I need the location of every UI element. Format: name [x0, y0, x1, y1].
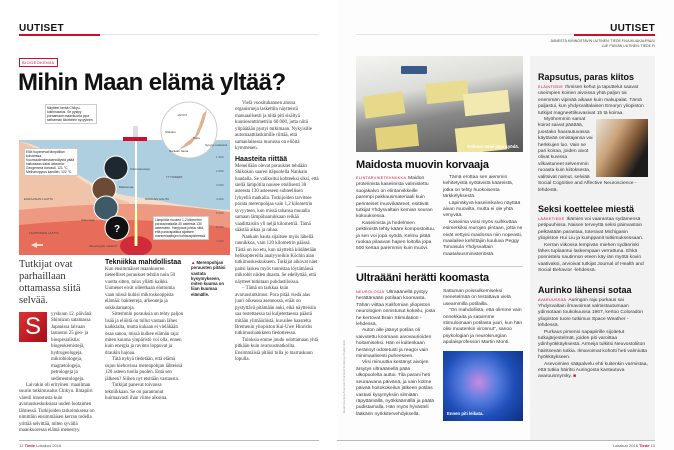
paragraph: Tämä erottaa sen aiemmin kehitetyistä syötävistä kääreistä, jotka on tehty huokoisesta tärkkelyksestä.	[443, 175, 514, 200]
paragraph: Kaseiinista ja hedelmien pektiinistä tehty kääre kompostoituu, ja sen voi jopa syödä. Kelmu pitää ruokaa pilaavan hapen loitolla jopa 500 kertaa paremmin kuin muovi.	[356, 220, 436, 252]
deck: Tutkijat ovat parhaillaan ottamassa siitä selvää.	[19, 259, 81, 306]
footer	[613, 443, 655, 448]
paragraph: Kun ensimmäiset maankuoren tieteelliset poraukset tehtiin noin 50 vuotta sitten, tulos yllätti kaikki. Uumenet eivät olleetkaan elottomia vaan niissä kuhisi mikroskooppista elämää: bakteereja, arkeoneja ja sukkulamatoja.	[105, 267, 176, 311]
divider	[100, 34, 318, 35]
paragraph: Asevoimien sääpalvelu ehti kuitenkin varmistaa, että tutkia häiritsi Auringosta kantautuva avaruusmyrsky.	[538, 361, 648, 380]
depth-tick: 6 000	[216, 225, 224, 229]
news-sidebar	[530, 56, 655, 440]
brief-title: Seksi koettelee miestä	[538, 203, 635, 214]
paragraph: Kaseiinia voisi myös suihkuttaa esimerkiksi murojen pintaan, jotta ne eivät vettyisi maidossa niin nopeasti, maalailee kehittäjiin kuuluva Peggy Tomasula Yhdysvaltain maatalousministeriöstä.	[443, 219, 523, 257]
promo-daily-link[interactable]: LUE PÄIVÄN UUTINEN: TIEDE.FI	[601, 43, 655, 48]
paragraph: Auringon raju purkaus sai Yhdysvaltain ilmavoimat valmistautumaan ydinsotaan toukokuussa 1967, kertoo Coloradon yliopiston tuore tutkimus Space Weather -lehdessä.	[538, 297, 643, 329]
depth-tick: 5 000	[216, 211, 224, 215]
paragraph: yyskuun 12. päivänä Shimizun satamassa Japanissa laivaan lastautui 25 geo- ja biospesialistia: biogeokemistejä, hydrogeologeja, mikrobiologeja, magnetologeja, petrologeja ja sedimentologeja.	[51, 312, 92, 382]
brief	[538, 72, 648, 194]
label-archaea: Arkeoneja	[81, 218, 95, 222]
paragraph: Meneillään olevat poraukset tehdään Shikokun saaren itäpuolella Nankain haudalla. Se valikoitui kohteeksi siksi, että siellä lämpötila nousee otollisesti 30 asteesta 130 asteeseen suhteellisen lyhyellä matkalla. Tutkijoiden tarvitsee porata merenpohjaa vain 1,2 kilometrin syvyyteen, kun missä tahansa muualla samaan lämpöhaarukkaan reikää vaadittaisiin yli neljä kilometriä. Tämä säästää aikaa ja rahaa.	[235, 163, 319, 234]
paragraph: Ihmisen kehut ja taputtelut saavat useimpien koirien aivoissa yhtä paljon tai enemmän vipinää aikaan kuin makupalat. Tämä paljastui, kun yhdysvaltalaisen Emoryn yliopiston tutkijat magneettikuvasivat 15 tä koiraa.	[538, 85, 644, 116]
page-title: Mihin Maan elämä yltää?	[18, 69, 286, 96]
caption-text: Merenpohjan porausten pitäisi vastata kysymykseen, miten kuuma on liian kuumaa elämälle.	[191, 260, 226, 297]
column-3	[235, 101, 319, 364]
nematode-circle	[104, 156, 128, 180]
drop-cap: S	[19, 312, 47, 342]
footer	[19, 443, 61, 448]
issue-date: Lokakuu 2016	[612, 443, 638, 448]
paragraph: Auton alle jäänyt potilas oli vaivutettu koomaan aivovaurioiden hoitamiseksi. Hän ei kuitenkaan herännyt odotetusti ja reagoi vain minimaalisesti puheeseen.	[356, 328, 432, 360]
article-body	[356, 175, 523, 258]
paragraph: ”On mahdollista, että olimme vain onnekkaita ja satuimme stimuloimaan potilasta juuri, kun hän olisi muutenkin vironnut”, sanoo psykologian ja neurokirurgian apulaisprofessori Martin Monti.	[443, 308, 523, 346]
depth-tick: 7 000	[216, 239, 224, 243]
divider	[356, 266, 523, 267]
article-title: Ultraääni herätti koomasta	[356, 272, 489, 284]
question-mark: ?	[114, 224, 121, 235]
column-2	[105, 259, 185, 403]
paragraph: Myöhemmin samat koirat saivat päättää, juostako haarautuvassa käytävää omistajansa vai herkkujen luo. Vain ne pari koiraa, joiden aivot olivat kuvissa vilkastuneet selvemmin ruoasta kuin kiitoksesta, valitsivat namut, selviää Social Cognitive and Affective Neuroscience -lehdestä.	[538, 117, 637, 193]
photo-credit: Kuvat Courtesy American Chemical Society ja Shutterstock	[342, 340, 346, 414]
subheading: Haasteita riittää	[235, 155, 288, 163]
note-life: Eliöt hupenevat lämpötilan kohotessa. Kuumuudenkestoennätystä pitää hallussaan kaksi arkeonia: Geogemma barossii, 121 °C, Methanopyrus kandleri, 122 °C.	[24, 148, 78, 176]
map-label-japan: JAPANI	[177, 113, 188, 117]
kicker: ELÄINTIEDE	[538, 85, 564, 89]
photo-caption: Kelmun voisi jopa syödä.	[467, 143, 519, 149]
paragraph: Tätä nykyä tiedetään, että elämä sujuu kiehuvissa merenpohjan lähteissä 120 asteen tuolla puolen. Entä sen jälkeen? Siihen nyt etsitään vastausta.	[105, 357, 183, 382]
brief	[538, 204, 648, 275]
article-title: Maidosta muovin korvaaja	[356, 159, 489, 171]
brief-text	[538, 216, 648, 275]
paragraph: – Tämä on tarkkaa kuin avaruustutkimus. Pora pitää viedä alas juuri oikeassa asennossa, eräät on pystyttävä pitämään auki, eikä näytteisiin saa tostettaessa tai kuljetettaessa päästä mitään ylimääräistä, kuvailee haastelta Bremenin yliopiston Kai-Uwe Hinrichs tutkimushankkeen tiedotteessa.	[235, 286, 317, 337]
article-column	[443, 289, 523, 421]
triangle-icon: ▲	[191, 260, 196, 265]
brief-text	[538, 84, 648, 194]
paragraph: Vielä vuosituhannen alussa organismeja laskettiin näytteistä manuaalisesti ja niitä piti sisältyä kuutiosenttimetriin 60 000, jotta niitä ylipäätään pystyi tutkimaan. Nykyisille automaattilaskimille riittää, että samanlaisessa murussa on eliöitä kymmenen.	[235, 101, 312, 152]
cheese-photo	[356, 56, 523, 152]
section-underline	[19, 34, 100, 36]
map-label-trench: Nankain hauta	[169, 149, 189, 153]
kicker: LÄÄKETIEDE	[538, 216, 565, 221]
map-label-shikoku: Shikoku	[165, 130, 176, 134]
paragraph: Läpinäkyvä kaseiinikalvo näyttää aivan muovilta, mutta ei ole yhtä venyvää.	[443, 200, 521, 219]
photo-caption	[191, 260, 229, 297]
section-label: UUTISET	[19, 23, 64, 34]
image-caption: Ennen piti leikata.	[447, 411, 484, 417]
map-label-tokyo: Tokio	[193, 136, 201, 140]
depth-tick: 2 000	[216, 169, 224, 173]
dog-photo	[596, 119, 648, 177]
label-trench: NANKAIN HAUTA	[145, 197, 170, 201]
paragraph: Tuloksia emme joudu odottamaan yhtä pitkään kuin avaruusmatkoilta. Ensimmäisiä pitäisi tulla jo marraskuun lopulla.	[235, 337, 319, 363]
note-samples: Näytteet kerää Chikyu-tutkimusalus. Se pystyy poraamaan maankuorta jopa seitsemän kilometrin syvyyteen.	[45, 104, 97, 124]
paragraph: Viisi minuuttia kestänyt aivojen ärsytys ultraäänellä pään ulkopuolelta auttoi. Tila parani heti seuraavana päivänä, ja vain kolme päivää hoitokokeilun jälkeen potilas vastasi kysymyksiin silmiään räpyttämällä, nyökkäämällä ja päätä pudistamalla. Hän myös hyvästeli lääkärin nyrkkitervehdyksellä.	[356, 360, 435, 417]
brain-image	[443, 351, 523, 421]
depth-tick: 1 000	[216, 155, 224, 159]
article-column	[356, 289, 436, 418]
label-nematodes: Sukkulamatoja	[130, 167, 150, 171]
paragraph: Ultraäänellä pystyy herättämään potilaan koomasta. Tähän viittaa Kalifornian yliopiston neurologien onnistunut kokeilu, josta he kertovat Brain Stimulation -lehdessä.	[356, 290, 436, 328]
kicker: ELINTARVIKETEKNIIKKA	[356, 176, 407, 180]
column-1	[19, 312, 97, 435]
brief-text	[538, 297, 648, 381]
page-number: 12	[19, 443, 24, 448]
issue-date: Lokakuu 2016	[36, 443, 62, 448]
promo-vote-link[interactable]: ÄÄNESTÄ KIINNOSTAVIN UUTINEN: TIEDE.FI/UUKUUKAUPAUU	[550, 39, 655, 43]
paragraph: Sattuman poissulkemiseksi menetelmää on testattava vielä useammilla potilailla.	[443, 289, 511, 307]
depth-tick: 3 000	[216, 183, 224, 187]
ship-icon	[123, 137, 147, 141]
category-tag: BIOGEOKEMIA	[19, 58, 58, 67]
subheading: Tekniikka mahdollistaa	[105, 259, 182, 266]
label-philippine: FILIPPIINIEN LAATTA	[29, 231, 59, 235]
brief-title: Rapsutus, paras kiitos	[538, 72, 635, 82]
page-number: 13	[650, 443, 655, 448]
magazine-name: Tiede	[24, 443, 35, 448]
label-bacteria: Bakteereja	[119, 185, 134, 189]
note-temperature: Lämpötila nousee 1,2 kilometrin porausmatkalla 30 asteesta 130 asteeseen. Harppaus johtuu siitä, että porauspaikka sijaitsee mannerlaattojen kohtauspisteessä.	[153, 216, 209, 240]
kicker: AVARUUSSÄÄ	[538, 297, 567, 302]
label-eurasian: EURAASIAN LAATTA	[24, 197, 54, 201]
paragraph: Ikämies voi vaarantaa sydämensä petipuuhissa. Naisen terveyttä seksi päinvastoin pelkästään parantaa, totesivat Michiganin yliopiston Hui Liu ja kumppanit tutkimuksessaan.	[538, 216, 644, 242]
brief	[538, 285, 648, 381]
label-pacific: TYYNIMERI	[166, 175, 183, 179]
promo-links	[551, 39, 655, 48]
paragraph: Sittemmin porauksia on tehty paljon lisää ja eliöitä on tullut vastaan lähes kaikkialta, mutta kukaan ei vieläkään osaa sanoa, missä kulkee elämän raja: miten kuuma ympäristö voi olla, ennen kuin energia ja ravinto loppuvat ja draukin hajoaa.	[105, 312, 184, 356]
depth-tick: 4 000	[216, 197, 224, 201]
right-page	[337, 0, 674, 450]
divider	[356, 34, 574, 35]
section-underline	[574, 34, 655, 36]
footer-rule	[19, 440, 319, 441]
paragraph: Laivakin oli erityinen: maailman suurin tutkimusalus Chikyu. Ilmapiiri väreili innostusta kuin avaruuskeskuksissa uuden luotaimen lähtiessä. Tutkijoiden tarkoituksena on nimittäin ensimmäisen kerran todella yrittää selvittää, miten syvällä maankuoressa elämä menestyy.	[19, 382, 95, 434]
paragraph: Nankain hauta sijaitsee myös lähellä rannikkoa, vain 120 kilometrin päässä. Tästä on iso etu, kun näytteitä kiidätetään helikoptereilla analyyseihin Köchin alan tutkimuskeskukseen. Tutkijat aikovat näet paitsi laskea myös tunnistaa löytämänsä mikrobit niiden dnasta. Se edellyttää, että näytteet tutkitaan puhdastiloissa.	[235, 234, 318, 285]
paragraph: Maidon proteiinista kaseiinista valmistettu suojakalvo on elintarvikkeille parempi pakkausmateriaali kuin perinteiset muovikääreet, esittivät tutkijat Yhdysvaltain kemian seuran kokouksessa.	[356, 176, 433, 220]
section-label: UUTISET	[610, 23, 655, 34]
paragraph: Kerran viikossa lempivän miehen sydänriski lähes tuplaantui laskempaan verrattuna. Ehkä ponnistelu nautinnon eteen käy iän myötä kovin vaativaksi, arvioivat tutkijat Journal of Health and Social Behavior -lehdessä.	[538, 242, 644, 274]
paragraph: Purkaus pimensi napapiirille sijoitetut tutkajärjestelmät, joiden piti varoittaa ydinhyökkäyksestä. Armeija tulkitsi Neuvostoliiton häiritsevän tutkia. Ilmavoimat kohotti heti valmiutta hyökkäykseen.	[538, 329, 648, 361]
paragraph: Tutkijat panevat toivonsa tekniikkaan. Se on parantunut huimaavasti ihan viime aikoina.	[105, 383, 168, 402]
infographic	[19, 100, 230, 255]
magazine-name: Tiede	[639, 443, 650, 448]
end-mark-icon: ■	[573, 374, 577, 380]
kicker: NEUROLOGIA	[356, 290, 385, 294]
depth-axis-title: Syvyys metreinä	[205, 143, 228, 147]
brief-title: Aurinko lähensi sotaa	[538, 284, 632, 295]
label-unknown: Menestyykö mikään?	[89, 244, 118, 248]
footer-rule	[337, 440, 655, 441]
